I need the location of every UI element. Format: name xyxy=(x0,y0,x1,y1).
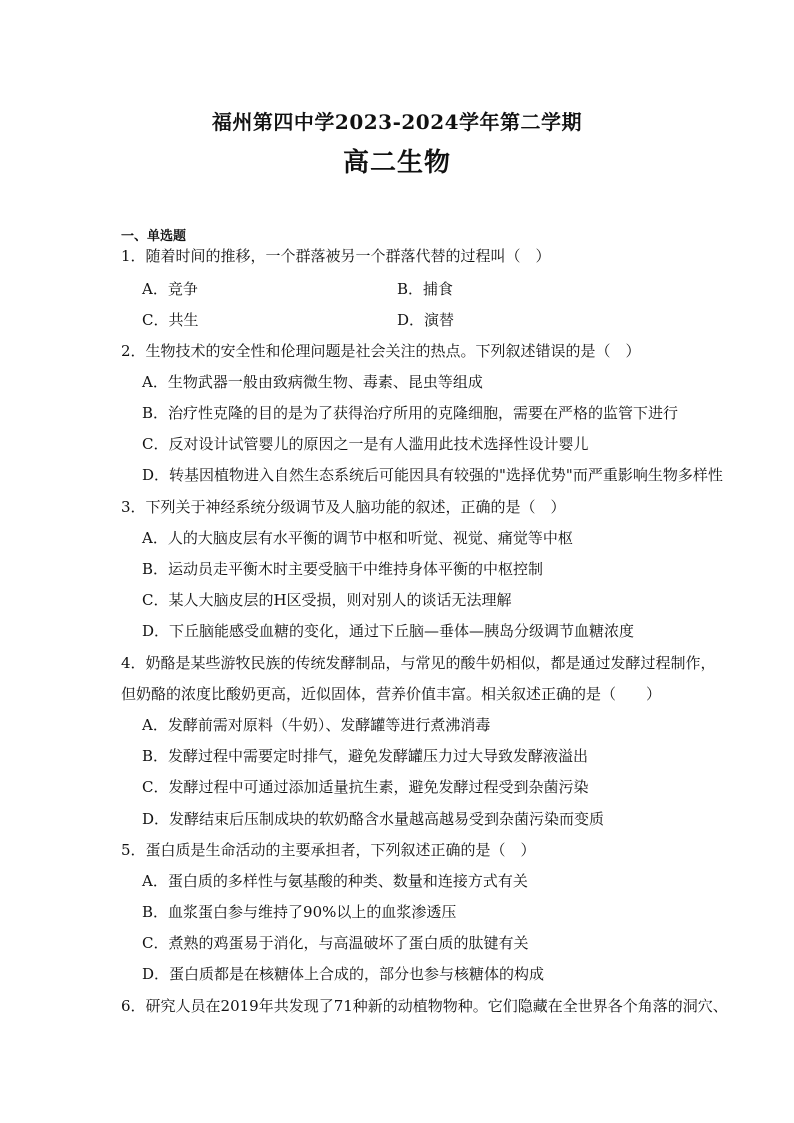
question-1-stem: 1．随着时间的推移，一个群落被另一个群落代替的过程叫（ ） xyxy=(121,247,551,265)
question-1-option-c: C．共生 xyxy=(142,311,199,329)
question-4-option-a: A．发酵前需对原料（牛奶）、发酵罐等进行煮沸消毒 xyxy=(142,716,491,734)
question-1-option-a: A．竞争 xyxy=(142,280,198,298)
question-1-option-d: D．演替 xyxy=(397,311,455,329)
exam-subject: 高二生物 xyxy=(342,148,451,178)
question-3-stem: 3．下列关于神经系统分级调节及人脑功能的叙述，正确的是（ ） xyxy=(121,498,566,516)
question-5-option-d: D．蛋白质都是在核糖体上合成的，部分也参与核糖体的构成 xyxy=(142,965,545,983)
question-5-option-b: B．血浆蛋白参与维持了90%以上的血浆渗透压 xyxy=(142,903,457,921)
question-1-option-b: B．捕食 xyxy=(397,280,454,298)
question-4-stem-line-2: 但奶酪的浓度比酸奶更高，近似固体，营养价值丰富。相关叙述正确的是（ ） xyxy=(121,685,662,703)
question-4-option-b: B．发酵过程中需要定时排气，避免发酵罐压力过大导致发酵液溢出 xyxy=(142,747,589,765)
question-5-option-a: A．蛋白质的多样性与氨基酸的种类、数量和连接方式有关 xyxy=(142,872,528,890)
question-6-stem: 6．研究人员在2019年共发现了71种新的动植物物种。它们隐藏在全世界各个角落的洞穴、 xyxy=(121,997,728,1015)
question-3-option-d: D．下丘脑能感受血糖的变化，通过下丘脑—垂体—胰岛分级调节血糖浓度 xyxy=(142,622,635,640)
section-heading: 一、单选题 xyxy=(121,229,187,244)
question-2-option-c: C．反对设计试管婴儿的原因之一是有人滥用此技术选择性设计婴儿 xyxy=(142,435,589,453)
question-5-stem: 5．蛋白质是生命活动的主要承担者，下列叙述正确的是（ ） xyxy=(121,841,536,859)
question-4-stem-line-1: 4．奶酪是某些游牧民族的传统发酵制品，与常见的酸牛奶相似，都是通过发酵过程制作， xyxy=(121,654,716,672)
question-3-option-a: A．人的大脑皮层有水平衡的调节中枢和听觉、视觉、痛觉等中枢 xyxy=(142,529,573,547)
question-2-option-d: D．转基因植物进入自然生态系统后可能因具有较强的"选择优势"而严重影响生物多样性 xyxy=(142,466,723,484)
question-2-option-b: B．治疗性克隆的目的是为了获得治疗所用的克隆细胞，需要在严格的监管下进行 xyxy=(142,404,679,422)
exam-title: 福州第四中学2023-2024学年第二学期 xyxy=(211,110,583,134)
question-3-option-c: C．某人大脑皮层的H区受损，则对别人的谈话无法理解 xyxy=(142,591,512,609)
question-4-option-c: C．发酵过程中可通过添加适量抗生素，避免发酵过程受到杂菌污染 xyxy=(142,778,589,796)
question-5-option-c: C．煮熟的鸡蛋易于消化，与高温破坏了蛋白质的肽键有关 xyxy=(142,934,529,952)
question-2-stem: 2．生物技术的安全性和伦理问题是社会关注的热点。下列叙述错误的是（ ） xyxy=(121,342,641,360)
question-2-option-a: A．生物武器一般由致病微生物、毒素、昆虫等组成 xyxy=(142,373,483,391)
question-3-option-b: B．运动员走平衡木时主要受脑干中维持身体平衡的中枢控制 xyxy=(142,560,544,578)
question-4-option-d: D．发酵结束后压制成块的软奶酪含水量越高越易受到杂菌污染而变质 xyxy=(142,810,605,828)
